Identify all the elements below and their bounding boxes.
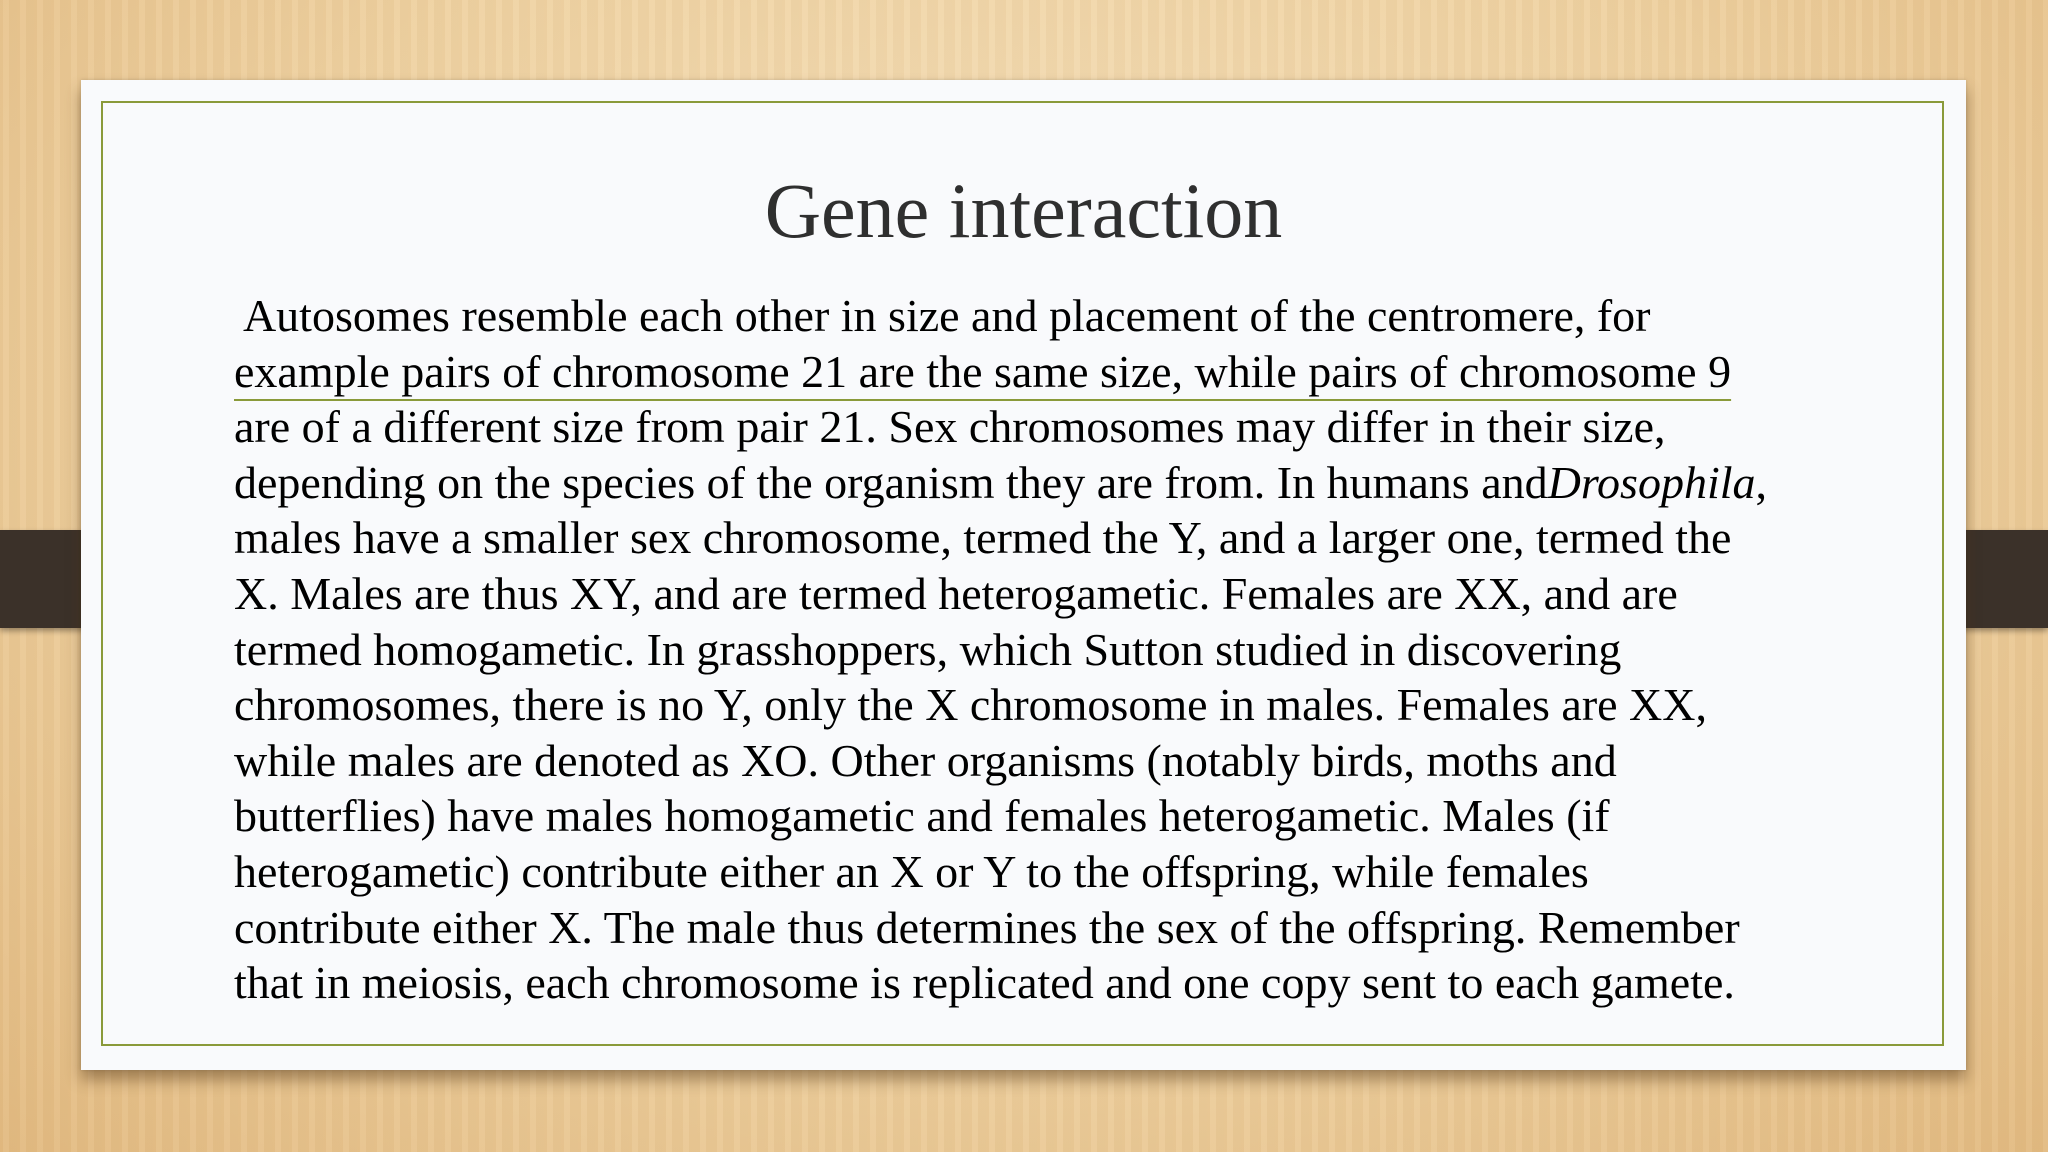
body-line: termed homogametic. In grasshoppers, which Sutton studied in discovering xyxy=(234,623,1622,675)
slide-title: Gene interaction xyxy=(764,167,1283,254)
body-line: chromosomes, there is no Y, only the X chromosome in males. Females are XX, xyxy=(234,679,1707,731)
body-line: heterogametic) contribute either an X or Y to the offspring, while females xyxy=(234,845,1589,897)
slide-body xyxy=(234,288,1934,1011)
body-line: Autosomes resemble each other in size and placement of the centromere, for xyxy=(234,290,1651,341)
body-line: example pairs of chromosome 21 are the same size, while pairs of chromosome 9 xyxy=(234,345,1732,397)
body-line xyxy=(234,455,1934,511)
body-line: that in meiosis, each chromosome is replicated and one copy sent to each gamete. xyxy=(234,957,1735,1009)
body-line: contribute either X. The male thus determines the sex of the offspring. Remember xyxy=(234,901,1740,953)
slide xyxy=(81,80,1966,1070)
body-text-segment: depending on the species of the organism they are from. In humans and xyxy=(234,456,1548,508)
body-line: while males are denoted as XO. Other organisms (notably birds, moths and xyxy=(234,734,1617,786)
body-line: X. Males are thus XY, and are termed heterogametic. Females are XX, and are xyxy=(234,567,1678,619)
body-line: males have a smaller sex chromosome, termed the Y, and a larger one, termed the xyxy=(234,512,1732,564)
body-line: butterflies) have males homogametic and females heterogametic. Males (if xyxy=(234,790,1610,842)
italic-term: Drosophila xyxy=(1547,456,1756,508)
body-text-segment: , xyxy=(1755,456,1768,508)
body-line: are of a different size from pair 21. Sex chromosomes may differ in their size, xyxy=(234,401,1666,453)
